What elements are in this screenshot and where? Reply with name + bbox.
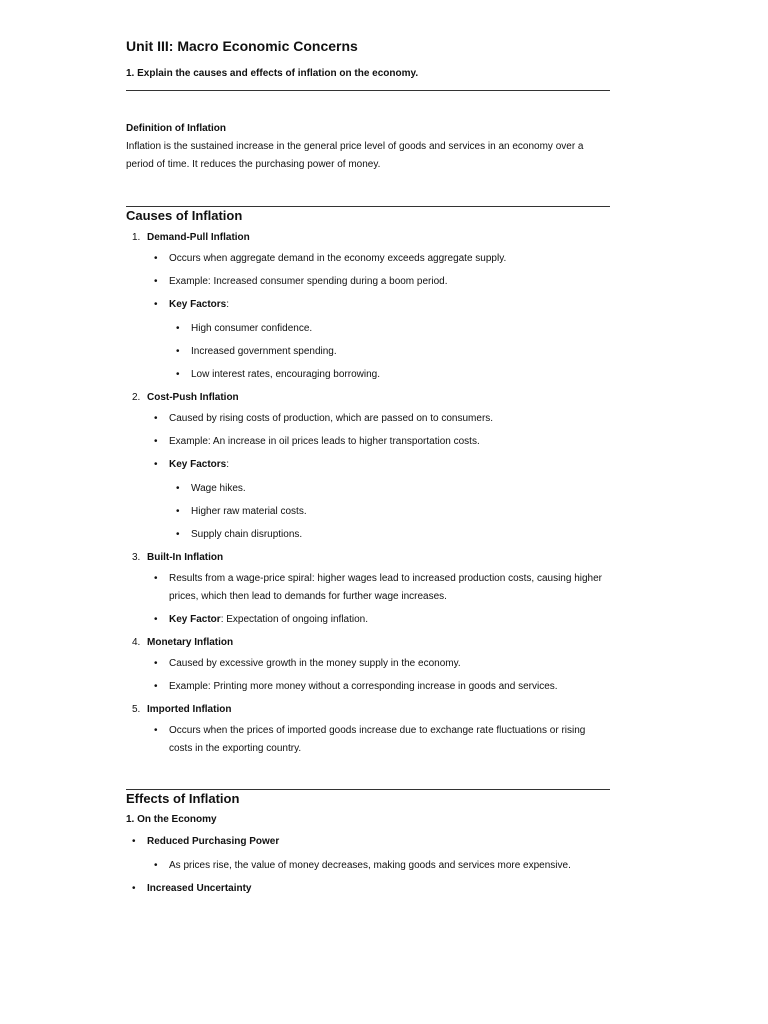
key-factor-text: Increased government spending. — [191, 346, 337, 357]
cause-item — [126, 390, 610, 544]
bullet-icon: • — [154, 276, 158, 287]
bullet-text: Occurs when aggregate demand in the economy exceeds aggregate supply. — [169, 253, 507, 264]
key-factor-item — [169, 366, 610, 384]
key-factor-item — [169, 343, 610, 361]
cause-bullet — [147, 611, 610, 629]
key-factor-text: Wage hikes. — [191, 483, 246, 494]
bullet-icon: • — [154, 658, 158, 669]
cause-bullets — [147, 655, 610, 696]
effect-detail-text: As prices rise, the value of money decreases, making goods and services more expensive. — [169, 860, 571, 871]
effects-subheading: 1. On the Economy — [126, 814, 217, 825]
bullet-icon: • — [176, 346, 180, 357]
cause-bullet — [147, 296, 610, 384]
key-factor-item — [169, 526, 610, 544]
cause-bullet — [147, 655, 610, 673]
bullet-icon: • — [154, 299, 158, 310]
cause-bullets — [147, 250, 610, 384]
list-number: 1. — [132, 232, 141, 243]
cause-item — [126, 635, 610, 696]
bullet-text: Example: Increased consumer spending during a boom period. — [169, 276, 448, 287]
cause-bullet — [147, 570, 610, 606]
bullet-icon: • — [154, 436, 158, 447]
effect-item — [126, 881, 610, 897]
cause-bullet — [147, 273, 610, 291]
bullet-icon: • — [176, 529, 180, 540]
cause-bullet — [147, 722, 610, 758]
bullet-icon: • — [154, 681, 158, 692]
bullet-icon: • — [154, 725, 158, 736]
cause-bullets — [147, 410, 610, 544]
effects-section-title: Effects of Inflation — [126, 791, 240, 806]
cause-bullets — [147, 570, 610, 629]
bullet-icon: • — [154, 459, 158, 470]
bullet-text: Results from a wage-price spiral: higher wages lead to increased production costs, causing higher prices, which then lead to demands for further wage increases. — [169, 573, 603, 602]
list-number: 5. — [132, 704, 141, 715]
key-factor-text: High consumer confidence. — [191, 323, 313, 334]
list-number: 4. — [132, 637, 141, 648]
bullet-text: Example: An increase in oil prices leads to higher transportation costs. — [169, 436, 480, 447]
bullet-icon: • — [132, 836, 136, 847]
cause-item — [126, 230, 610, 384]
key-factor-list — [169, 320, 610, 384]
key-factor-list — [169, 480, 610, 544]
key-factor-item — [169, 320, 610, 338]
list-number: 2. — [132, 392, 141, 403]
bullet-text: Occurs when the prices of imported goods increase due to exchange rate fluctuations or rising costs in the exporting country. — [169, 725, 586, 754]
cause-bullet — [147, 410, 610, 428]
document-content — [126, 36, 610, 897]
cause-title: Built-In Inflation — [147, 552, 224, 563]
cause-bullet — [147, 678, 610, 696]
cause-bullets — [147, 722, 610, 758]
cause-bullet — [147, 433, 610, 451]
bullet-icon: • — [154, 413, 158, 424]
bullet-label: Key Factors — [169, 459, 227, 470]
effect-title: Reduced Purchasing Power — [147, 836, 280, 847]
definition-heading: Definition of Inflation — [126, 123, 226, 134]
causes-list — [126, 230, 610, 758]
effect-details — [147, 857, 610, 875]
list-number: 3. — [132, 552, 141, 563]
bullet-icon: • — [154, 253, 158, 264]
key-factor-text: Higher raw material costs. — [191, 506, 307, 517]
key-factor-item — [169, 480, 610, 498]
definition-text: Inflation is the sustained increase in the general price level of goods and services in an economy over a period of time. It reduces the purchasing power of money. — [126, 141, 584, 170]
bullet-icon: • — [154, 614, 158, 625]
cause-title: Imported Inflation — [147, 704, 232, 715]
key-factor-item — [169, 503, 610, 521]
bullet-text: : — [226, 459, 230, 470]
causes-section-title: Causes of Inflation — [126, 208, 243, 223]
bullet-icon: • — [176, 483, 180, 494]
cause-item — [126, 702, 610, 758]
bullet-text: : Expectation of ongoing inflation. — [220, 614, 369, 625]
effect-title: Increased Uncertainty — [147, 883, 252, 894]
bullet-icon: • — [132, 883, 136, 894]
bullet-text: Caused by excessive growth in the money supply in the economy. — [169, 658, 461, 669]
bullet-text: Caused by rising costs of production, which are passed on to consumers. — [169, 413, 494, 424]
effect-detail — [147, 857, 610, 875]
bullet-text: : — [226, 299, 230, 310]
unit-title: Unit III: Macro Economic Concerns — [126, 38, 358, 54]
key-factor-text: Low interest rates, encouraging borrowing. — [191, 369, 380, 380]
effect-item — [126, 834, 610, 875]
bullet-label: Key Factors — [169, 299, 227, 310]
bullet-icon: • — [154, 573, 158, 584]
cause-bullet — [147, 250, 610, 268]
cause-title: Cost-Push Inflation — [147, 392, 239, 403]
cause-item — [126, 550, 610, 629]
cause-title: Monetary Inflation — [147, 637, 234, 648]
key-factor-text: Supply chain disruptions. — [191, 529, 303, 540]
cause-title: Demand-Pull Inflation — [147, 232, 250, 243]
effects-list — [126, 834, 610, 897]
cause-bullet — [147, 456, 610, 544]
bullet-icon: • — [176, 506, 180, 517]
bullet-label: Key Factor — [169, 614, 221, 625]
divider — [126, 90, 610, 91]
bullet-icon: • — [176, 323, 180, 334]
question-heading: 1. Explain the causes and effects of inflation on the economy. — [126, 68, 419, 79]
bullet-icon: • — [176, 369, 180, 380]
bullet-text: Example: Printing more money without a corresponding increase in goods and services. — [169, 681, 558, 692]
bullet-icon: • — [154, 860, 158, 871]
